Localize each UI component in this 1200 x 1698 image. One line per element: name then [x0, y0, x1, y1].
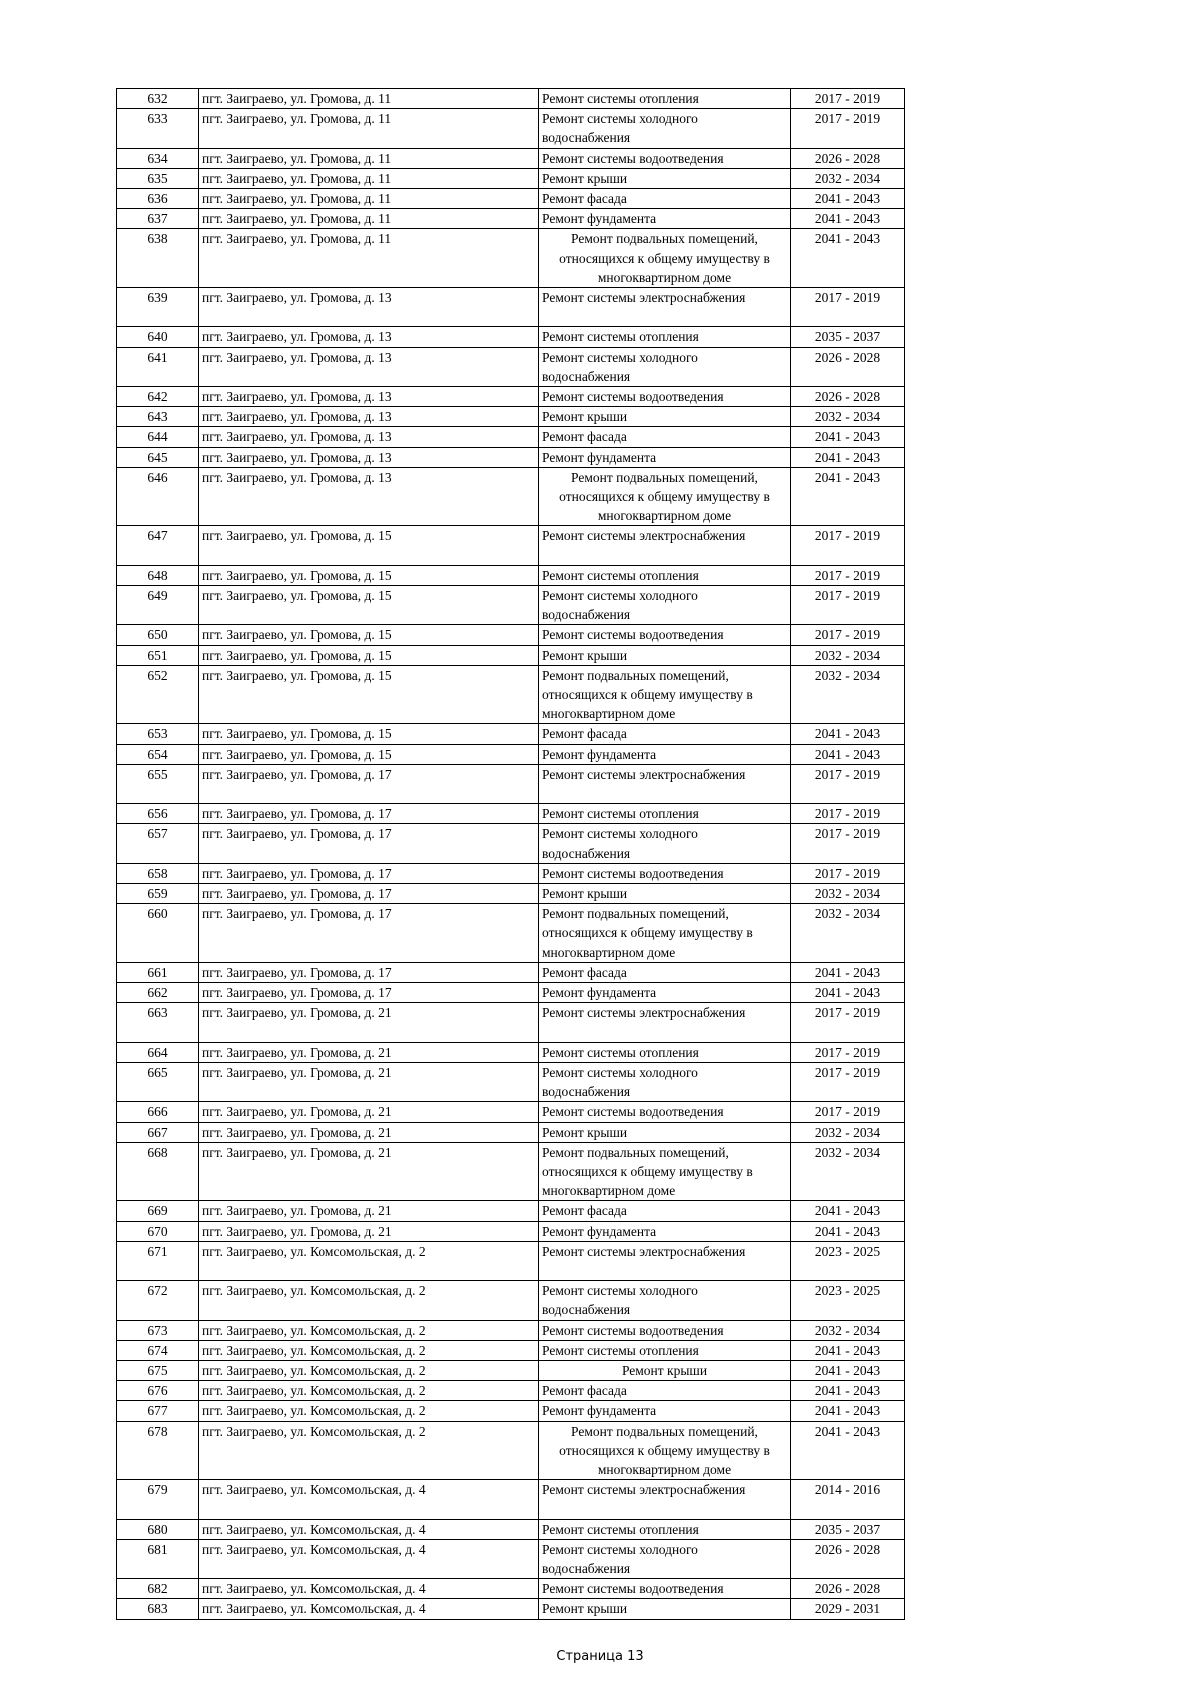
row-number: 668 — [117, 1142, 199, 1201]
row-address: пгт. Заиграево, ул. Громова, д. 21 — [199, 1102, 539, 1122]
row-work-type: Ремонт фундамента — [539, 447, 791, 467]
row-period: 2017 - 2019 — [791, 586, 905, 625]
row-work-type: Ремонт системы холодного водоснабжения — [539, 824, 791, 863]
row-number: 657 — [117, 824, 199, 863]
row-period: 2041 - 2043 — [791, 1340, 905, 1360]
row-number: 653 — [117, 724, 199, 744]
row-period: 2032 - 2034 — [791, 1320, 905, 1340]
row-number: 683 — [117, 1599, 199, 1619]
table-row — [117, 764, 905, 803]
table-row — [117, 1401, 905, 1421]
row-address: пгт. Заиграево, ул. Громова, д. 17 — [199, 983, 539, 1003]
row-address: пгт. Заиграево, ул. Громова, д. 17 — [199, 764, 539, 803]
row-number: 672 — [117, 1281, 199, 1320]
row-address: пгт. Заиграево, ул. Громова, д. 15 — [199, 565, 539, 585]
row-address: пгт. Заиграево, ул. Громова, д. 11 — [199, 109, 539, 148]
row-number: 639 — [117, 288, 199, 327]
row-work-type: Ремонт системы холодного водоснабжения — [539, 586, 791, 625]
row-number: 664 — [117, 1042, 199, 1062]
row-work-type: Ремонт системы водоотведения — [539, 863, 791, 883]
row-number: 638 — [117, 229, 199, 288]
row-work-type: Ремонт системы холодного водоснабжения — [539, 1062, 791, 1101]
table-body — [117, 89, 905, 1620]
row-address: пгт. Заиграево, ул. Громова, д. 17 — [199, 904, 539, 963]
row-number: 660 — [117, 904, 199, 963]
row-address: пгт. Заиграево, ул. Громова, д. 13 — [199, 447, 539, 467]
table-row — [117, 1003, 905, 1042]
row-period: 2041 - 2043 — [791, 229, 905, 288]
row-number: 658 — [117, 863, 199, 883]
table-row — [117, 586, 905, 625]
row-period: 2026 - 2028 — [791, 1579, 905, 1599]
row-number: 674 — [117, 1340, 199, 1360]
row-period: 2017 - 2019 — [791, 1062, 905, 1101]
row-work-type: Ремонт системы холодного водоснабжения — [539, 347, 791, 386]
row-period: 2035 - 2037 — [791, 1519, 905, 1539]
row-number: 650 — [117, 625, 199, 645]
row-period: 2041 - 2043 — [791, 1201, 905, 1221]
table-row — [117, 467, 905, 526]
row-period: 2041 - 2043 — [791, 983, 905, 1003]
table-row — [117, 724, 905, 744]
row-work-type: Ремонт системы отопления — [539, 565, 791, 585]
row-work-type: Ремонт системы холодного водоснабжения — [539, 1539, 791, 1578]
row-period: 2041 - 2043 — [791, 447, 905, 467]
row-number: 633 — [117, 109, 199, 148]
table-row — [117, 824, 905, 863]
row-address: пгт. Заиграево, ул. Громова, д. 11 — [199, 148, 539, 168]
row-address: пгт. Заиграево, ул. Громова, д. 21 — [199, 1142, 539, 1201]
row-work-type: Ремонт фасада — [539, 1201, 791, 1221]
row-address: пгт. Заиграево, ул. Громова, д. 15 — [199, 724, 539, 744]
row-number: 647 — [117, 526, 199, 565]
row-period: 2032 - 2034 — [791, 904, 905, 963]
row-work-type: Ремонт системы электроснабжения — [539, 1003, 791, 1042]
row-period: 2017 - 2019 — [791, 288, 905, 327]
row-number: 632 — [117, 89, 199, 109]
row-period: 2017 - 2019 — [791, 1003, 905, 1042]
row-work-type: Ремонт системы электроснабжения — [539, 1480, 791, 1519]
row-address: пгт. Заиграево, ул. Громова, д. 17 — [199, 884, 539, 904]
table-row — [117, 884, 905, 904]
row-address: пгт. Заиграево, ул. Громова, д. 13 — [199, 347, 539, 386]
row-period: 2017 - 2019 — [791, 764, 905, 803]
row-address: пгт. Заиграево, ул. Комсомольская, д. 4 — [199, 1599, 539, 1619]
table-row — [117, 1201, 905, 1221]
row-address: пгт. Заиграево, ул. Громова, д. 11 — [199, 189, 539, 209]
table-row — [117, 1102, 905, 1122]
row-period: 2017 - 2019 — [791, 109, 905, 148]
row-work-type: Ремонт фундамента — [539, 744, 791, 764]
row-work-type: Ремонт подвальных помещений, относящихся к общему имуществу в многоквартирном доме — [539, 904, 791, 963]
table-row — [117, 565, 905, 585]
row-number: 645 — [117, 447, 199, 467]
table-row — [117, 526, 905, 565]
table-row — [117, 387, 905, 407]
row-work-type: Ремонт системы электроснабжения — [539, 764, 791, 803]
row-period: 2017 - 2019 — [791, 625, 905, 645]
row-work-type: Ремонт крыши — [539, 884, 791, 904]
row-address: пгт. Заиграево, ул. Громова, д. 13 — [199, 327, 539, 347]
row-work-type: Ремонт фундамента — [539, 209, 791, 229]
row-address: пгт. Заиграево, ул. Громова, д. 11 — [199, 229, 539, 288]
table-row — [117, 983, 905, 1003]
row-number: 642 — [117, 387, 199, 407]
table-row — [117, 1122, 905, 1142]
table-row — [117, 447, 905, 467]
row-period: 2041 - 2043 — [791, 467, 905, 526]
row-work-type: Ремонт подвальных помещений, относящихся к общему имуществу в многоквартирном доме — [539, 1142, 791, 1201]
row-period: 2026 - 2028 — [791, 347, 905, 386]
row-number: 678 — [117, 1421, 199, 1480]
row-work-type: Ремонт крыши — [539, 168, 791, 188]
row-period: 2041 - 2043 — [791, 1381, 905, 1401]
table-row — [117, 665, 905, 724]
row-address: пгт. Заиграево, ул. Громова, д. 13 — [199, 427, 539, 447]
row-work-type: Ремонт системы отопления — [539, 89, 791, 109]
row-address: пгт. Заиграево, ул. Комсомольская, д. 2 — [199, 1241, 539, 1280]
row-work-type: Ремонт системы водоотведения — [539, 387, 791, 407]
row-work-type: Ремонт фасада — [539, 962, 791, 982]
table-row — [117, 168, 905, 188]
table-row — [117, 625, 905, 645]
row-address: пгт. Заиграево, ул. Громова, д. 13 — [199, 288, 539, 327]
table-row — [117, 189, 905, 209]
row-period: 2026 - 2028 — [791, 148, 905, 168]
row-work-type: Ремонт подвальных помещений, относящихся к общему имуществу в многоквартирном доме — [539, 665, 791, 724]
row-period: 2035 - 2037 — [791, 327, 905, 347]
table-row — [117, 1221, 905, 1241]
row-address: пгт. Заиграево, ул. Громова, д. 21 — [199, 1042, 539, 1062]
row-address: пгт. Заиграево, ул. Громова, д. 17 — [199, 804, 539, 824]
table-row — [117, 1320, 905, 1340]
row-period: 2017 - 2019 — [791, 824, 905, 863]
row-address: пгт. Заиграево, ул. Комсомольская, д. 2 — [199, 1401, 539, 1421]
row-address: пгт. Заиграево, ул. Громова, д. 15 — [199, 526, 539, 565]
table-row — [117, 1579, 905, 1599]
row-number: 676 — [117, 1381, 199, 1401]
row-period: 2041 - 2043 — [791, 1401, 905, 1421]
row-work-type: Ремонт системы водоотведения — [539, 1579, 791, 1599]
row-number: 669 — [117, 1201, 199, 1221]
row-number: 640 — [117, 327, 199, 347]
row-number: 646 — [117, 467, 199, 526]
row-address: пгт. Заиграево, ул. Громова, д. 13 — [199, 407, 539, 427]
row-number: 652 — [117, 665, 199, 724]
row-number: 649 — [117, 586, 199, 625]
row-period: 2032 - 2034 — [791, 1122, 905, 1142]
table-row — [117, 148, 905, 168]
row-work-type: Ремонт системы электроснабжения — [539, 288, 791, 327]
row-number: 665 — [117, 1062, 199, 1101]
table-row — [117, 1381, 905, 1401]
row-period: 2017 - 2019 — [791, 804, 905, 824]
row-work-type: Ремонт фасада — [539, 1381, 791, 1401]
row-period: 2014 - 2016 — [791, 1480, 905, 1519]
row-work-type: Ремонт фундамента — [539, 983, 791, 1003]
table-row — [117, 645, 905, 665]
row-address: пгт. Заиграево, ул. Громова, д. 17 — [199, 863, 539, 883]
row-period: 2017 - 2019 — [791, 89, 905, 109]
row-work-type: Ремонт системы холодного водоснабжения — [539, 1281, 791, 1320]
row-number: 656 — [117, 804, 199, 824]
row-number: 682 — [117, 1579, 199, 1599]
row-number: 637 — [117, 209, 199, 229]
row-period: 2017 - 2019 — [791, 565, 905, 585]
row-period: 2017 - 2019 — [791, 526, 905, 565]
row-period: 2041 - 2043 — [791, 427, 905, 447]
table-row — [117, 744, 905, 764]
row-period: 2026 - 2028 — [791, 387, 905, 407]
row-work-type: Ремонт фасада — [539, 427, 791, 447]
row-number: 655 — [117, 764, 199, 803]
row-address: пгт. Заиграево, ул. Громова, д. 21 — [199, 1122, 539, 1142]
row-period: 2041 - 2043 — [791, 962, 905, 982]
row-number: 662 — [117, 983, 199, 1003]
table-row — [117, 288, 905, 327]
row-address: пгт. Заиграево, ул. Громова, д. 15 — [199, 665, 539, 724]
row-number: 679 — [117, 1480, 199, 1519]
row-work-type: Ремонт фундамента — [539, 1221, 791, 1241]
row-period: 2041 - 2043 — [791, 209, 905, 229]
table-row — [117, 89, 905, 109]
row-address: пгт. Заиграево, ул. Громова, д. 11 — [199, 89, 539, 109]
row-number: 641 — [117, 347, 199, 386]
row-number: 634 — [117, 148, 199, 168]
row-number: 675 — [117, 1360, 199, 1380]
row-address: пгт. Заиграево, ул. Громова, д. 11 — [199, 168, 539, 188]
row-address: пгт. Заиграево, ул. Комсомольская, д. 4 — [199, 1539, 539, 1578]
table-row — [117, 407, 905, 427]
table-row — [117, 1421, 905, 1480]
row-work-type: Ремонт системы отопления — [539, 1042, 791, 1062]
row-period: 2023 - 2025 — [791, 1241, 905, 1280]
row-number: 670 — [117, 1221, 199, 1241]
row-work-type: Ремонт подвальных помещений, относящихся к общему имуществу в многоквартирном доме — [539, 1421, 791, 1480]
row-work-type: Ремонт системы водоотведения — [539, 1320, 791, 1340]
row-period: 2041 - 2043 — [791, 744, 905, 764]
row-work-type: Ремонт фасада — [539, 724, 791, 744]
row-period: 2032 - 2034 — [791, 665, 905, 724]
repair-schedule-table — [116, 88, 905, 1620]
row-address: пгт. Заиграево, ул. Громова, д. 21 — [199, 1221, 539, 1241]
row-number: 636 — [117, 189, 199, 209]
table-row — [117, 209, 905, 229]
row-address: пгт. Заиграево, ул. Комсомольская, д. 4 — [199, 1579, 539, 1599]
table-row — [117, 1519, 905, 1539]
row-address: пгт. Заиграево, ул. Громова, д. 15 — [199, 744, 539, 764]
row-address: пгт. Заиграево, ул. Громова, д. 15 — [199, 586, 539, 625]
row-work-type: Ремонт крыши — [539, 1599, 791, 1619]
row-address: пгт. Заиграево, ул. Комсомольская, д. 2 — [199, 1320, 539, 1340]
row-work-type: Ремонт системы водоотведения — [539, 1102, 791, 1122]
table-row — [117, 1539, 905, 1578]
row-number: 681 — [117, 1539, 199, 1578]
table-row — [117, 1360, 905, 1380]
table-row — [117, 109, 905, 148]
row-number: 648 — [117, 565, 199, 585]
row-work-type: Ремонт системы электроснабжения — [539, 526, 791, 565]
row-work-type: Ремонт системы отопления — [539, 1519, 791, 1539]
table-row — [117, 904, 905, 963]
table-row — [117, 1142, 905, 1201]
row-period: 2041 - 2043 — [791, 1421, 905, 1480]
row-period: 2032 - 2034 — [791, 645, 905, 665]
row-number: 654 — [117, 744, 199, 764]
row-address: пгт. Заиграево, ул. Громова, д. 15 — [199, 625, 539, 645]
row-period: 2032 - 2034 — [791, 168, 905, 188]
row-address: пгт. Заиграево, ул. Громова, д. 21 — [199, 1062, 539, 1101]
row-number: 661 — [117, 962, 199, 982]
row-work-type: Ремонт системы холодного водоснабжения — [539, 109, 791, 148]
table-row — [117, 1062, 905, 1101]
row-number: 643 — [117, 407, 199, 427]
row-address: пгт. Заиграево, ул. Громова, д. 11 — [199, 209, 539, 229]
row-period: 2032 - 2034 — [791, 407, 905, 427]
row-period: 2041 - 2043 — [791, 1221, 905, 1241]
row-period: 2017 - 2019 — [791, 1102, 905, 1122]
row-period: 2017 - 2019 — [791, 863, 905, 883]
row-work-type: Ремонт системы отопления — [539, 804, 791, 824]
table-row — [117, 1281, 905, 1320]
row-work-type: Ремонт системы водоотведения — [539, 625, 791, 645]
table-row — [117, 1340, 905, 1360]
row-number: 666 — [117, 1102, 199, 1122]
row-number: 644 — [117, 427, 199, 447]
row-address: пгт. Заиграево, ул. Комсомольская, д. 2 — [199, 1421, 539, 1480]
row-address: пгт. Заиграево, ул. Громова, д. 21 — [199, 1003, 539, 1042]
table-row — [117, 229, 905, 288]
row-number: 635 — [117, 168, 199, 188]
row-work-type: Ремонт крыши — [539, 407, 791, 427]
table-row — [117, 1241, 905, 1280]
row-number: 671 — [117, 1241, 199, 1280]
row-number: 659 — [117, 884, 199, 904]
row-address: пгт. Заиграево, ул. Комсомольская, д. 2 — [199, 1360, 539, 1380]
row-work-type: Ремонт крыши — [539, 645, 791, 665]
row-period: 2032 - 2034 — [791, 884, 905, 904]
table-row — [117, 1042, 905, 1062]
row-number: 663 — [117, 1003, 199, 1042]
table-row — [117, 1599, 905, 1619]
table-row — [117, 347, 905, 386]
row-address: пгт. Заиграево, ул. Громова, д. 17 — [199, 824, 539, 863]
row-address: пгт. Заиграево, ул. Комсомольская, д. 4 — [199, 1519, 539, 1539]
row-address: пгт. Заиграево, ул. Комсомольская, д. 2 — [199, 1281, 539, 1320]
row-period: 2041 - 2043 — [791, 1360, 905, 1380]
row-address: пгт. Заиграево, ул. Громова, д. 13 — [199, 467, 539, 526]
row-work-type: Ремонт подвальных помещений, относящихся к общему имуществу в многоквартирном доме — [539, 229, 791, 288]
table-row — [117, 863, 905, 883]
table-row — [117, 1480, 905, 1519]
row-period: 2032 - 2034 — [791, 1142, 905, 1201]
row-number: 680 — [117, 1519, 199, 1539]
row-work-type: Ремонт системы отопления — [539, 327, 791, 347]
row-address: пгт. Заиграево, ул. Комсомольская, д. 4 — [199, 1480, 539, 1519]
table-row — [117, 327, 905, 347]
table-row — [117, 962, 905, 982]
table-row — [117, 804, 905, 824]
row-period: 2029 - 2031 — [791, 1599, 905, 1619]
row-address: пгт. Заиграево, ул. Громова, д. 21 — [199, 1201, 539, 1221]
row-work-type: Ремонт системы отопления — [539, 1340, 791, 1360]
row-address: пгт. Заиграево, ул. Громова, д. 13 — [199, 387, 539, 407]
row-period: 2017 - 2019 — [791, 1042, 905, 1062]
row-address: пгт. Заиграево, ул. Громова, д. 17 — [199, 962, 539, 982]
row-period: 2023 - 2025 — [791, 1281, 905, 1320]
row-period: 2026 - 2028 — [791, 1539, 905, 1578]
row-number: 677 — [117, 1401, 199, 1421]
row-address: пгт. Заиграево, ул. Комсомольская, д. 2 — [199, 1340, 539, 1360]
row-period: 2041 - 2043 — [791, 724, 905, 744]
row-work-type: Ремонт системы водоотведения — [539, 148, 791, 168]
table-row — [117, 427, 905, 447]
row-number: 651 — [117, 645, 199, 665]
row-work-type: Ремонт фундамента — [539, 1401, 791, 1421]
row-work-type: Ремонт крыши — [539, 1122, 791, 1142]
row-address: пгт. Заиграево, ул. Громова, д. 15 — [199, 645, 539, 665]
row-work-type: Ремонт системы электроснабжения — [539, 1241, 791, 1280]
row-period: 2041 - 2043 — [791, 189, 905, 209]
row-number: 673 — [117, 1320, 199, 1340]
page-number: Страница 13 — [556, 1649, 644, 1664]
row-work-type: Ремонт крыши — [539, 1360, 791, 1380]
row-address: пгт. Заиграево, ул. Комсомольская, д. 2 — [199, 1381, 539, 1401]
row-work-type: Ремонт подвальных помещений, относящихся к общему имуществу в многоквартирном доме — [539, 467, 791, 526]
row-work-type: Ремонт фасада — [539, 189, 791, 209]
row-number: 667 — [117, 1122, 199, 1142]
